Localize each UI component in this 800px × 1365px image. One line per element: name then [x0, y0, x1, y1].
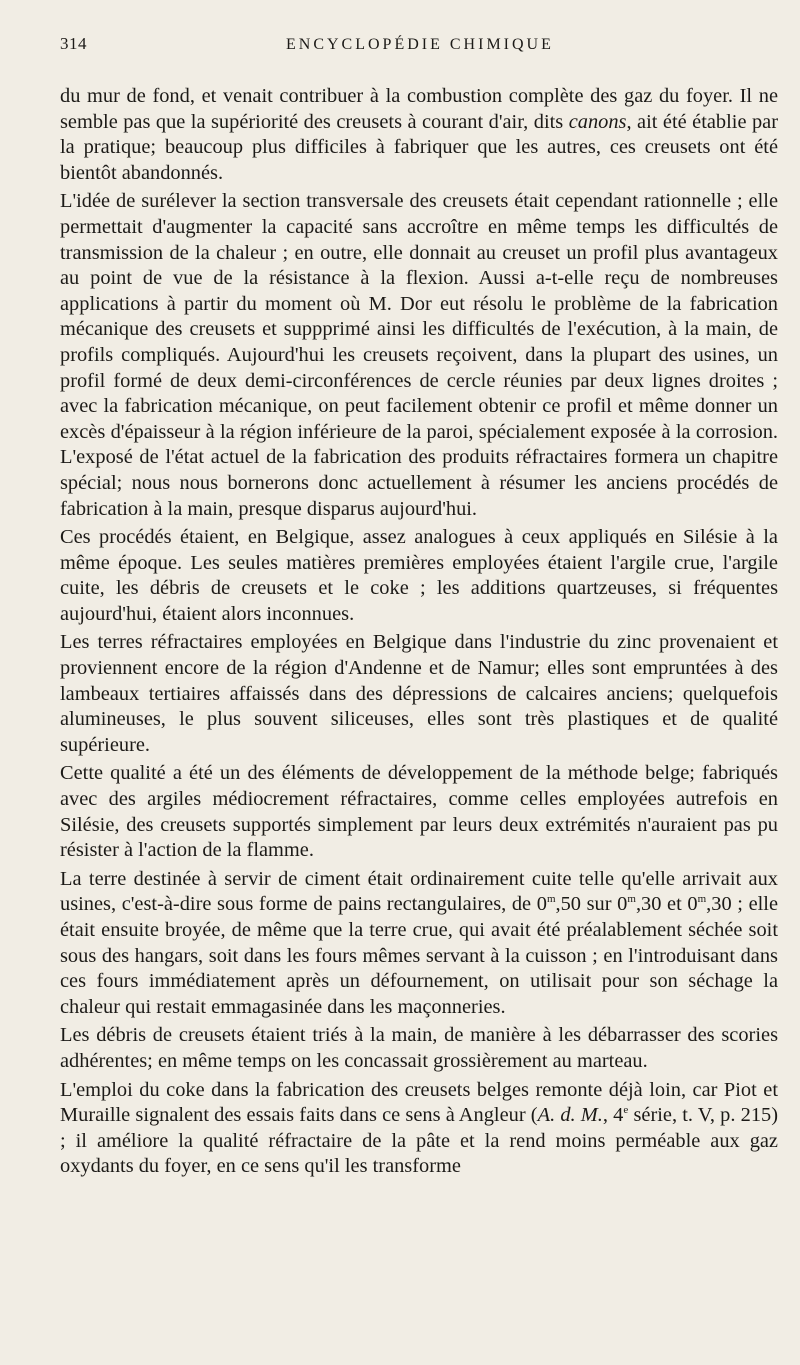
paragraph-8-italic: A. d. M.	[537, 1104, 603, 1127]
page-header	[60, 34, 778, 60]
paragraph-6-sup-c: m	[697, 893, 707, 906]
paragraph-6-text-d: ,30 ; elle était ensuite broyée, de même que la terre crue, qui avait été préalablement séchée soit sous des hangars, soit dans les fours mêmes servant à la cuisson ; en l'introduisant dans ces fours immédiatement après un défournement, on utilisait pour son séchage la chaleur qui restait emmagasinée dans les maçonneries.	[60, 893, 778, 1018]
paragraph-5-text: Cette qualité a été un des éléments de développement de la méthode belge; fabriqués avec des argiles médiocrement réfractaires, comme celles employées autrefois en Silésie, des creusets supportés simplement par leurs deux extrémités n'auraient pas pu résister à l'action de la flamme.	[60, 762, 778, 862]
paragraph-4	[60, 630, 778, 758]
paragraph-1-text-after: , ait été établie par la pratique; beaucoup plus difficiles à fabriquer que les autres, ces creusets ont été bientôt abandonnés.	[60, 110, 779, 184]
paragraph-2-text: L'idée de surélever la section transversale des creusets était cependant rationnelle ; elle permettait d'augmenter la capacité sans accroître en même temps les difficultés de transmission de la chaleur ; en outre, elle donnait au creuset un profil plus avantageux au point de vue de la résistance à la flexion. Aussi a-t-elle reçu de nombreuses applications à partir du moment où M. Dor eut résolu le problème de la fabrication mécanique des creusets et suppprimé ainsi les difficultés de l'exécution, à la main, de profils compliqués. Aujourd'hui les creusets reçoivent, dans la plupart des usines, un profil formé de deux demi-circonférences de cercle réunies par deux lignes droites ; avec la fabrication mécanique, on peut facilement obtenir ce profil et même donner un excès d'épaisseur à la région inférieure de la paroi, spécialement exposée à la corrosion. L'exposé de l'état actuel de la fabrication des produits réfractaires formera un chapitre spécial; nous nous bornerons donc actuellement à résumer les anciens procédés de fabrication à la main, presque disparus aujourd'hui.	[60, 190, 778, 520]
paragraph-1-text: du mur de fond, et venait contribuer à la combustion complète des gaz du foyer. Il ne semble pas que la supériorité des creusets à courant d'air, dits	[60, 85, 778, 133]
paragraph-8-text-b: , 4	[602, 1104, 624, 1127]
paragraph-7	[60, 1023, 778, 1074]
paragraph-8-text-a: L'emploi du coke dans la fabrication des creusets belges remonte déjà loin, car Piot et Muraille signalent des essais faits dans ce sens à Angleur (	[60, 1078, 778, 1127]
paragraph-6-text-a: La terre destinée à servir de ciment était ordinairement cuite telle qu'elle arrivait aux usines, c'est-à-dire sous forme de pains rectangulaires, de 0	[60, 867, 778, 916]
paragraph-4-text: Les terres réfractaires employées en Belgique dans l'industrie du zinc provenaient et proviennent encore de la région d'Andenne et de Namur; elles sont empruntées à des lambeaux tertiaires affaissés dans des dépressions de calcaires anciens; quelquefois alumineuses, le plus souvent siliceuses, elles sont très plastiques et de qualité supérieure.	[60, 631, 778, 756]
body-text	[60, 84, 778, 1180]
paragraph-7-text: Les débris de creusets étaient triés à la main, de manière à les débarrasser des scories adhérentes; en même temps on les concassait grossièrement au marteau.	[60, 1024, 778, 1072]
paragraph-8-sup: e	[623, 1104, 629, 1117]
paragraph-3	[60, 525, 778, 627]
paragraph-5	[60, 761, 778, 863]
paragraph-6-sup-b: m	[627, 893, 636, 906]
paragraph-2	[60, 189, 778, 522]
paragraph-6-text-c: ,30 et 0	[635, 893, 698, 916]
page-number: 314	[60, 34, 87, 53]
running-head: ENCYCLOPÉDIE CHIMIQUE	[286, 36, 554, 53]
paragraph-6-sup-a: m	[546, 893, 556, 906]
paragraph-8-text-c: série, t. V, p. 215) ; il améliore la qualité réfractaire de la pâte et la rend moins perméable aux gaz oxydants du foyer, en ce sens qu'il les transforme	[60, 1104, 779, 1178]
paragraph-6	[60, 867, 778, 1021]
paragraph-1-italic: canons	[568, 110, 627, 133]
paragraph-6-text-b: ,50 sur 0	[555, 893, 628, 916]
paragraph-3-text: Ces procédés étaient, en Belgique, assez analogues à ceux appliqués en Silésie à la même époque. Les seules matières premières employées étaient l'argile crue, l'argile cuite, les débris de creusets et le coke ; les additions quartzeuses, si fréquentes aujourd'hui, étaient alors inconnues.	[60, 526, 778, 625]
paragraph-8	[60, 1078, 778, 1180]
paragraph-1	[60, 84, 778, 186]
